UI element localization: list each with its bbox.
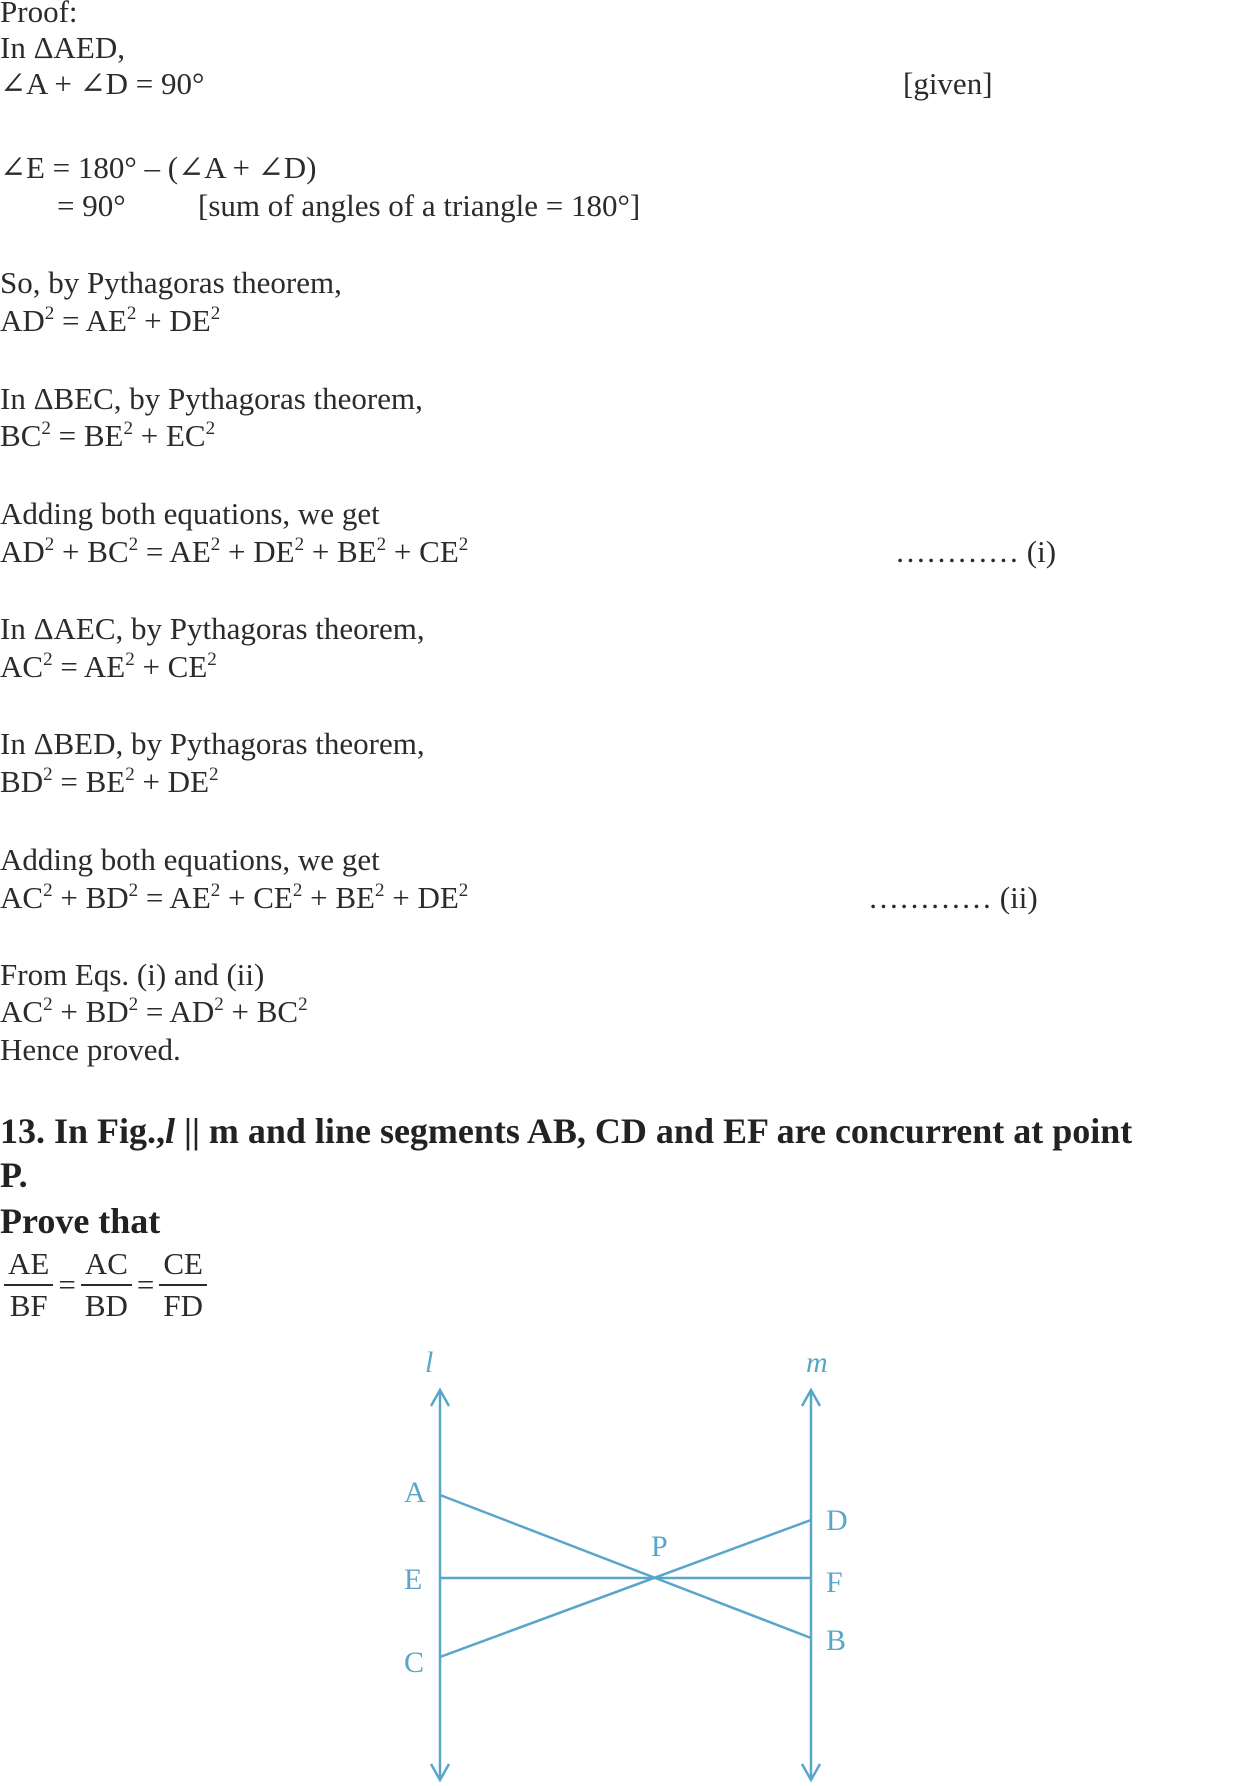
- aec-intro: In ΔAEC, by Pythagoras theorem,: [0, 611, 425, 646]
- parallel-lines-figure: [0, 1330, 1252, 1786]
- label-m: m: [806, 1346, 828, 1379]
- bec-intro: In ΔBEC, by Pythagoras theorem,: [0, 381, 423, 416]
- label-l: l: [425, 1346, 434, 1379]
- equals-sign: =: [136, 1267, 155, 1302]
- question-13-point: P.: [0, 1155, 28, 1195]
- label-a: A: [404, 1476, 426, 1509]
- hence-proved: Hence proved.: [0, 1032, 181, 1067]
- label-d: D: [826, 1504, 848, 1537]
- from-eqs: From Eqs. (i) and (ii): [0, 957, 265, 992]
- equation-tag-i: ………… (i): [895, 534, 1057, 569]
- adding-both-2: Adding both equations, we get: [0, 842, 380, 877]
- equation-tag-ii: ………… (ii): [868, 880, 1038, 915]
- fraction-ce-fd: $\frac{CE}{FD}$: [159, 1246, 207, 1324]
- label-b: B: [826, 1624, 847, 1657]
- equation-bd2: $BD^2 = BE^2 + DE^2$: [0, 764, 219, 799]
- equation-sum-1: $AD^2 + BC^2 = AE^2 + DE^2 + BE^2 + CE^2$: [0, 534, 469, 569]
- equation-bc2: $BC^2 = BE^2 + EC^2$: [0, 418, 216, 453]
- equation-sum-2: $AC^2 + BD^2 = AE^2 + CE^2 + BE^2 + DE^2$: [0, 880, 469, 915]
- equation-ad2: $AD^2 = AE^2 + DE^2$: [0, 303, 221, 338]
- segment-cd: [440, 1520, 811, 1657]
- question-13-title: 13. In Fig.,l || m and line segments AB, CD and EF are concurrent at point: [0, 1111, 1133, 1151]
- angle-sum-line: ∠A + ∠D = 90°: [0, 66, 205, 101]
- bed-intro: In ΔBED, by Pythagoras theorem,: [0, 726, 425, 761]
- adding-both-1: Adding both equations, we get: [0, 496, 380, 531]
- equation-ac2: $AC^2 = AE^2 + CE^2$: [0, 649, 217, 684]
- segment-ab: [440, 1495, 811, 1638]
- so-pythagoras: So, by Pythagoras theorem,: [0, 265, 342, 300]
- fraction-ac-bd: $\frac{AC}{BD}$: [81, 1246, 132, 1324]
- label-c: C: [404, 1646, 425, 1679]
- label-e: E: [404, 1563, 423, 1596]
- aed-intro: In ΔAED,: [0, 30, 125, 65]
- given-note: [given]: [903, 66, 993, 101]
- equation-final: $AC^2 + BD^2 = AD^2 + BC^2$: [0, 994, 308, 1029]
- prove-that: Prove that: [0, 1201, 161, 1241]
- angle-e-line: ∠E = 180° – (∠A + ∠D): [0, 150, 317, 185]
- label-p: P: [651, 1530, 668, 1563]
- ratio-equation: [0, 1246, 211, 1324]
- label-f: F: [826, 1566, 843, 1599]
- fraction-ae-bf: $\frac{AE}{BF}$: [4, 1246, 53, 1324]
- triangle-sum-reason: [sum of angles of a triangle = 180°]: [198, 188, 641, 223]
- proof-heading: Proof:: [0, 0, 78, 29]
- angle-e-value: = 90°: [57, 188, 126, 223]
- equals-sign: =: [58, 1267, 76, 1302]
